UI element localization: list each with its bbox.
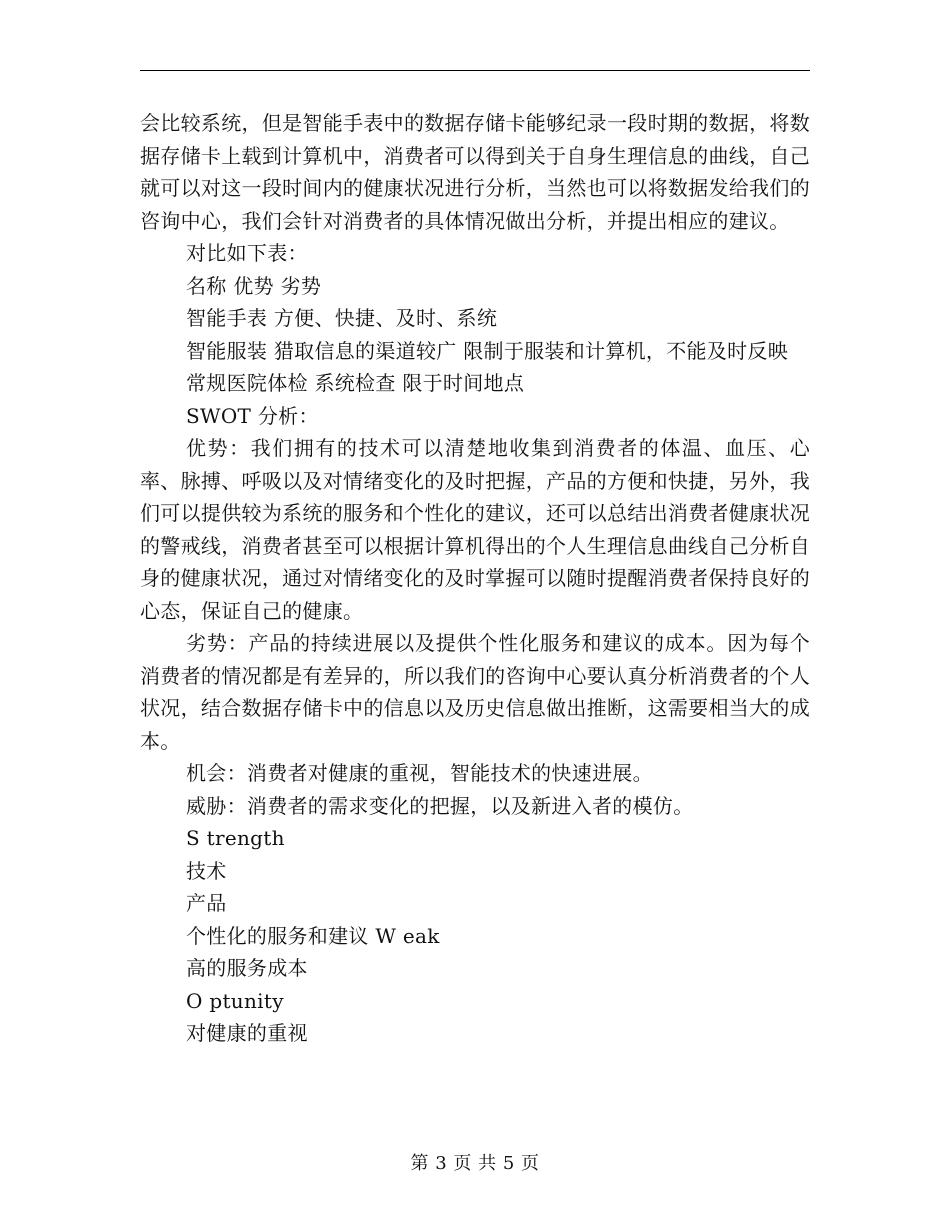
table-row-smart-clothing: 智能服装 猎取信息的渠道较广 限制于服装和计算机，不能及时反映 [186,338,789,363]
paragraph-comparison-intro: 对比如下表： [186,241,308,265]
swot-heading: SWOT 分析： [186,403,319,428]
paragraph-strengths: 优势：我们拥有的技术可以清楚地收集到消费者的体温、血压、心率、脉搏、呼吸以及对情绪变化的及时把握，产品的方便和快捷，另外，我们可以提供较为系统的服务和个性化的建议，还可以总结出消费者健康状况的警戒线，消费者甚至可以根据计算机得出的个人生理信息曲线自己分析自身的健康状况，通过对情绪变化的及时掌握可以随时提醒消费者保持良好的心态，保证自己的健康。 [140,436,810,623]
table-row-smart-watch: 智能手表 方便、快捷、及时、系统 [186,306,498,330]
page-number: 第 3 页 共 5 页 [410,1153,540,1174]
paragraph-weaknesses: 劣势：产品的持续进展以及提供个性化服务和建议的成本。因为每个消费者的情况都是有差异的，所以我们的咨询中心要认真分析消费者的个人状况，结合数据存储卡中的信息以及历史信息做出推断，这需要相当大的成本。 [140,631,810,753]
header-rule [140,70,810,71]
paragraph-continuation: 会比较系统，但是智能手表中的数据存储卡能够纪录一段时期的数据，将数据存储卡上载到计算机中，消费者可以得到关于自身生理信息的曲线，自己就可以对这一段时间内的健康状况进行分析，当然也可以将数据发给我们的咨询中心，我们会针对消费者的具体情况做出分析，并提出相应的建议。 [140,111,810,233]
paragraph-opportunities: 机会：消费者对健康的重视，智能技术的快速进展。 [186,761,653,785]
swot-item-health-focus: 对健康的重视 [186,1021,308,1045]
swot-item-opportunity: O ptunity [186,988,284,1013]
swot-item-high-cost: 高的服务成本 [186,956,308,980]
swot-item-personalized-service: 个性化的服务和建议 W eak [186,923,440,948]
document-body [140,107,810,1050]
swot-item-product: 产品 [186,891,227,915]
swot-item-technology: 技术 [186,858,227,883]
paragraph-threats: 威胁：消费者的需求变化的把握，以及新进入者的模仿。 [186,793,694,818]
table-header-row: 名称 优势 劣势 [186,273,322,298]
table-row-hospital-checkup: 常规医院体检 系统检查 限于时间地点 [186,371,525,395]
swot-item-strength: S trength [186,826,285,850]
